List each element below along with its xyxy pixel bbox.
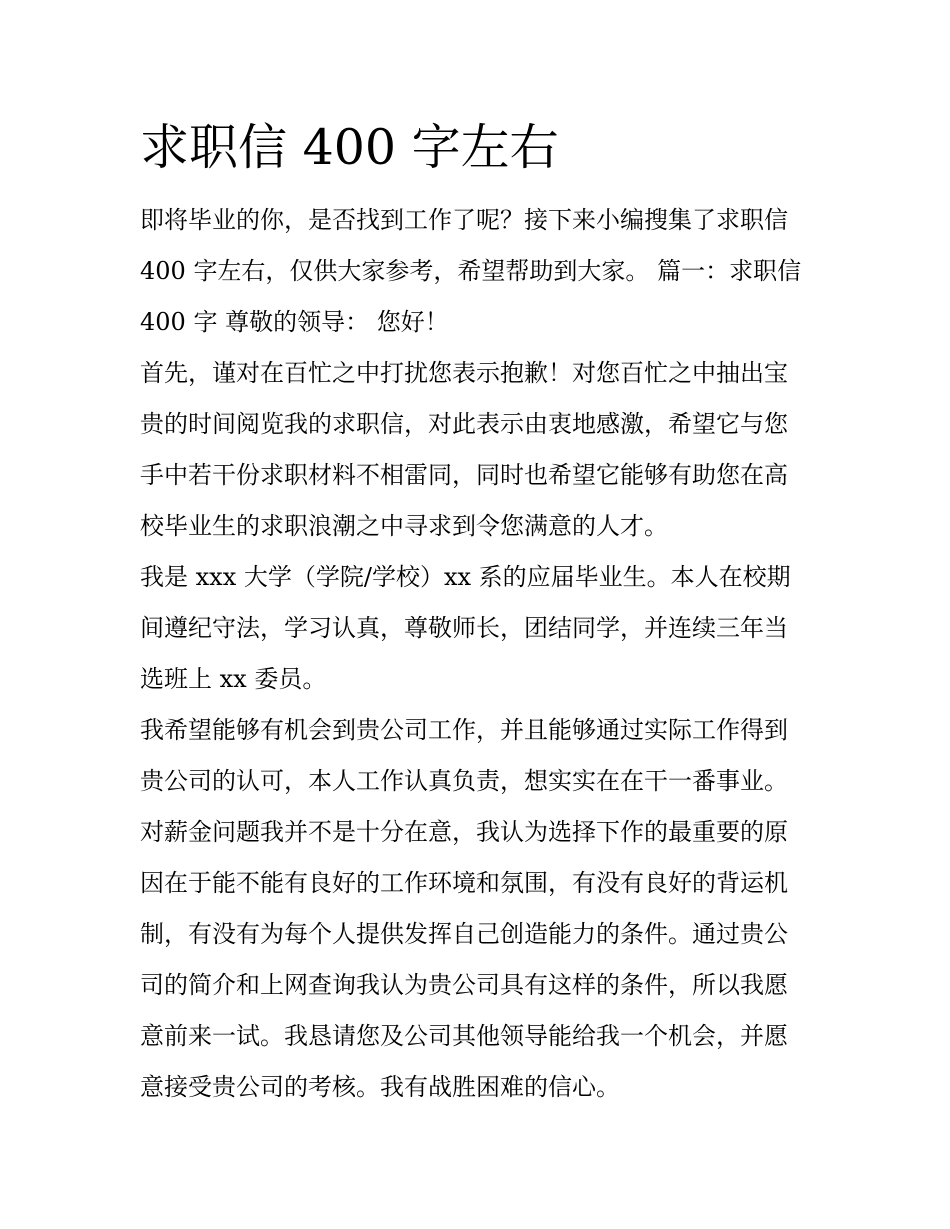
text-line: 因在于能不能有良好的工作环境和氛围，有没有良好的背运机	[140, 869, 788, 897]
text-line: 校毕业生的求职浪潮之中寻求到令您满意的人才。	[140, 512, 668, 540]
text-line: 我是 xxx 大学（学院/学校）xx 系的应届毕业生。本人在校期	[140, 563, 791, 591]
text-line: 贵的时间阅览我的求职信，对此表示由衷地感激，希望它与您	[140, 410, 788, 438]
text-line: 制，有没有为每个人提供发挥自己创造能力的条件。通过贵公	[140, 920, 788, 948]
text-line: 400 字 尊敬的领导： 您好！	[140, 308, 449, 336]
text-line: 选班上 xx 委员。	[140, 665, 327, 693]
text-line: 首先，谨对在百忙之中打扰您表示抱歉！对您百忙之中抽出宝	[140, 359, 788, 387]
paragraph-apology	[140, 348, 812, 552]
text-line: 即将毕业的你，是否找到工作了呢？接下来小编搜集了求职信	[140, 206, 788, 234]
text-line: 司的简介和上网查询我认为贵公司具有这样的条件，所以我愿	[140, 971, 788, 999]
paragraph-aspiration	[140, 705, 812, 807]
text-line: 意前来一试。我恳请您及公司其他领导能给我一个机会，并愿	[140, 1022, 788, 1050]
text-line: 意接受贵公司的考核。我有战胜困难的信心。	[140, 1073, 620, 1101]
paragraph-salary	[140, 807, 812, 1113]
text-line: 对薪金问题我并不是十分在意，我认为选择下作的最重要的原	[140, 818, 788, 846]
text-line: 手中若干份求职材料不相雷同，同时也希望它能够有助您在高	[140, 461, 788, 489]
paragraph-intro	[140, 195, 812, 348]
text-line: 我希望能够有机会到贵公司工作，并且能够通过实际工作得到	[140, 716, 788, 744]
text-line: 400 字左右，仅供大家参考，希望帮助到大家。 篇一：求职信	[140, 257, 802, 285]
text-line: 贵公司的认可，本人工作认真负责，想实实在在干一番事业。	[140, 767, 788, 795]
document-body	[140, 195, 812, 1113]
document-title: 求职信 400 字左右	[140, 119, 559, 176]
text-line: 间遵纪守法，学习认真，尊敬师长，团结同学，并连续三年当	[140, 614, 788, 642]
paragraph-self-intro	[140, 552, 812, 705]
